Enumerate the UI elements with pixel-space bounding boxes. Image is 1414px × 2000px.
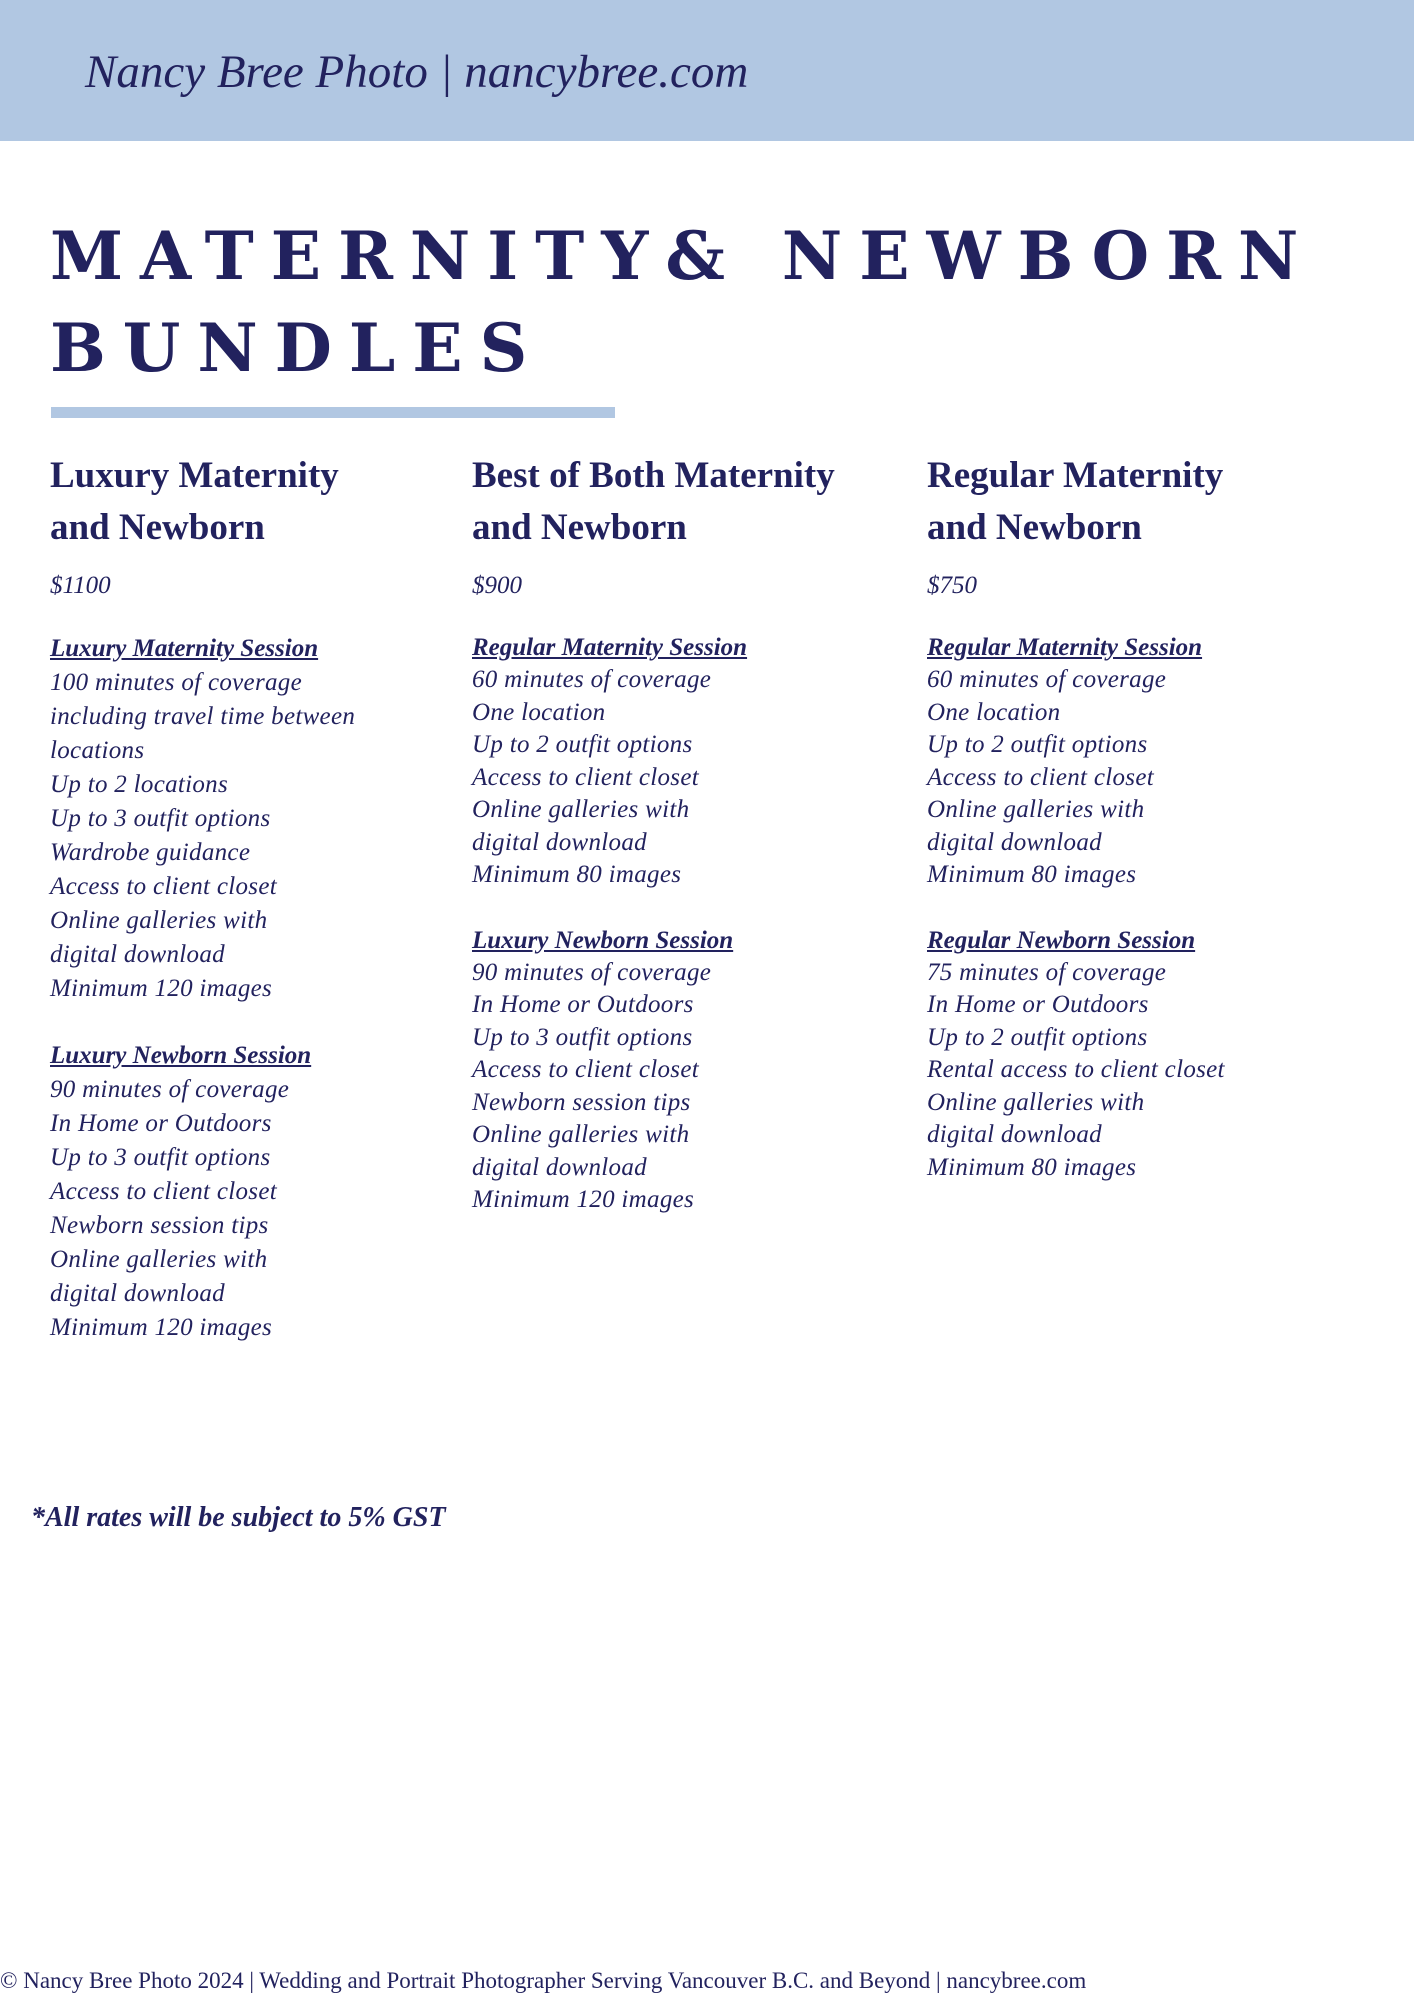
session-item: locations xyxy=(50,737,145,764)
session-item: In Home or Outdoors xyxy=(472,991,694,1018)
session-block xyxy=(927,925,1367,1185)
footer-copyright: © Nancy Bree Photo 2024 | Wedding and Portrait Photographer Serving Vancouver B.C. and Beyond | nancybree.com xyxy=(0,1968,1087,1993)
session-item: Up to 2 locations xyxy=(50,771,229,798)
session-item: Newborn session tips xyxy=(50,1212,269,1239)
session-item: Minimum 120 images xyxy=(50,1314,273,1341)
session-item: One location xyxy=(472,698,606,726)
gst-note: *All rates will be subject to 5% GST xyxy=(31,1502,446,1533)
session-item: Access to client closet xyxy=(472,1056,699,1083)
session-item: 60 minutes of coverage xyxy=(472,666,712,693)
session-item: Online galleries with xyxy=(50,907,268,934)
session-item: digital download xyxy=(50,1280,225,1307)
session-item: In Home or Outdoors xyxy=(50,1110,272,1137)
session-items xyxy=(927,664,1367,892)
session-items xyxy=(50,666,450,1006)
session-item: Newborn session tips xyxy=(472,1088,691,1116)
session-item: Wardrobe guidance xyxy=(50,839,251,866)
session-item: Up to 3 outfit options xyxy=(472,1023,693,1051)
session-item: In Home or Outdoors xyxy=(927,991,1149,1018)
session-title: Luxury Newborn Session xyxy=(50,1042,312,1069)
header-title: Nancy Bree Photo | nancybree.com xyxy=(85,46,749,98)
bundle-name-line-1: Regular Maternity xyxy=(927,455,1224,496)
session-item: Minimum 80 images xyxy=(472,861,682,888)
bundle-regular xyxy=(927,450,1367,1184)
session-item: Access to client closet xyxy=(50,1178,277,1205)
session-item: digital download xyxy=(472,1153,647,1181)
session-items xyxy=(472,957,912,1217)
session-item: 90 minutes of coverage xyxy=(50,1076,290,1103)
session-block xyxy=(50,1039,450,1345)
bundle-price: $1100 xyxy=(50,572,111,599)
session-block xyxy=(50,632,450,1006)
bundle-name xyxy=(927,450,1367,554)
session-item: Online galleries with xyxy=(927,1088,1145,1116)
session-block xyxy=(472,925,912,1217)
bundle-name-line-1: Luxury Maternity xyxy=(50,455,339,496)
bundle-name-line-2: and Newborn xyxy=(927,507,1142,548)
bundle-name xyxy=(472,450,912,554)
session-block xyxy=(927,632,1367,892)
session-items xyxy=(472,664,912,892)
session-item: Online galleries with xyxy=(472,796,690,823)
session-item: Up to 2 outfit options xyxy=(472,731,693,758)
page-title xyxy=(50,210,1315,394)
session-item: Access to client closet xyxy=(472,763,699,791)
header-band xyxy=(0,0,1414,141)
session-title: Luxury Maternity Session xyxy=(50,635,319,662)
session-items xyxy=(927,957,1367,1185)
session-item: Up to 2 outfit options xyxy=(927,731,1148,758)
session-item: Minimum 120 images xyxy=(50,975,273,1002)
session-item: 60 minutes of coverage xyxy=(927,666,1167,693)
session-item: Minimum 120 images xyxy=(472,1186,695,1213)
session-item: Up to 3 outfit options xyxy=(50,805,271,832)
session-title: Luxury Newborn Session xyxy=(472,926,734,954)
bundle-name-line-2: and Newborn xyxy=(50,507,265,548)
session-block xyxy=(472,632,912,892)
page-title-line-1: MATERNITY& NEWBORN xyxy=(50,217,1316,295)
title-underline-rule xyxy=(51,407,615,418)
bundle-name-line-2: and Newborn xyxy=(472,507,687,548)
session-item: Up to 3 outfit options xyxy=(50,1144,271,1171)
session-item: 100 minutes of coverage xyxy=(50,669,302,696)
session-item: Rental access to client closet xyxy=(927,1056,1225,1083)
session-item: digital download xyxy=(927,1121,1102,1148)
session-item: including travel time between xyxy=(50,703,356,730)
bundle-luxury xyxy=(50,450,450,1345)
session-title: Regular Maternity Session xyxy=(927,634,1203,661)
session-item: Online galleries with xyxy=(472,1121,690,1148)
session-item: Minimum 80 images xyxy=(927,861,1137,888)
bundle-price: $900 xyxy=(472,572,522,599)
session-title: Regular Newborn Session xyxy=(927,926,1196,954)
page-title-line-2: BUNDLES xyxy=(50,309,545,387)
session-title: Regular Maternity Session xyxy=(472,634,748,661)
session-item: Access to client closet xyxy=(927,763,1154,791)
session-item: digital download xyxy=(927,828,1102,856)
bundle-price: $750 xyxy=(927,572,977,599)
session-items xyxy=(50,1073,450,1345)
bundle-best-of-both xyxy=(472,450,912,1217)
session-item: Online galleries with xyxy=(927,796,1145,823)
session-item: One location xyxy=(927,698,1061,726)
session-item: 75 minutes of coverage xyxy=(927,958,1167,986)
session-item: 90 minutes of coverage xyxy=(472,958,712,986)
bundle-name xyxy=(50,450,450,554)
session-item: Online galleries with xyxy=(50,1246,268,1273)
session-item: digital download xyxy=(50,941,225,968)
session-item: Up to 2 outfit options xyxy=(927,1023,1148,1051)
session-item: digital download xyxy=(472,828,647,856)
session-item: Minimum 80 images xyxy=(927,1153,1137,1181)
bundle-name-line-1: Best of Both Maternity xyxy=(472,455,835,496)
session-item: Access to client closet xyxy=(50,873,277,900)
